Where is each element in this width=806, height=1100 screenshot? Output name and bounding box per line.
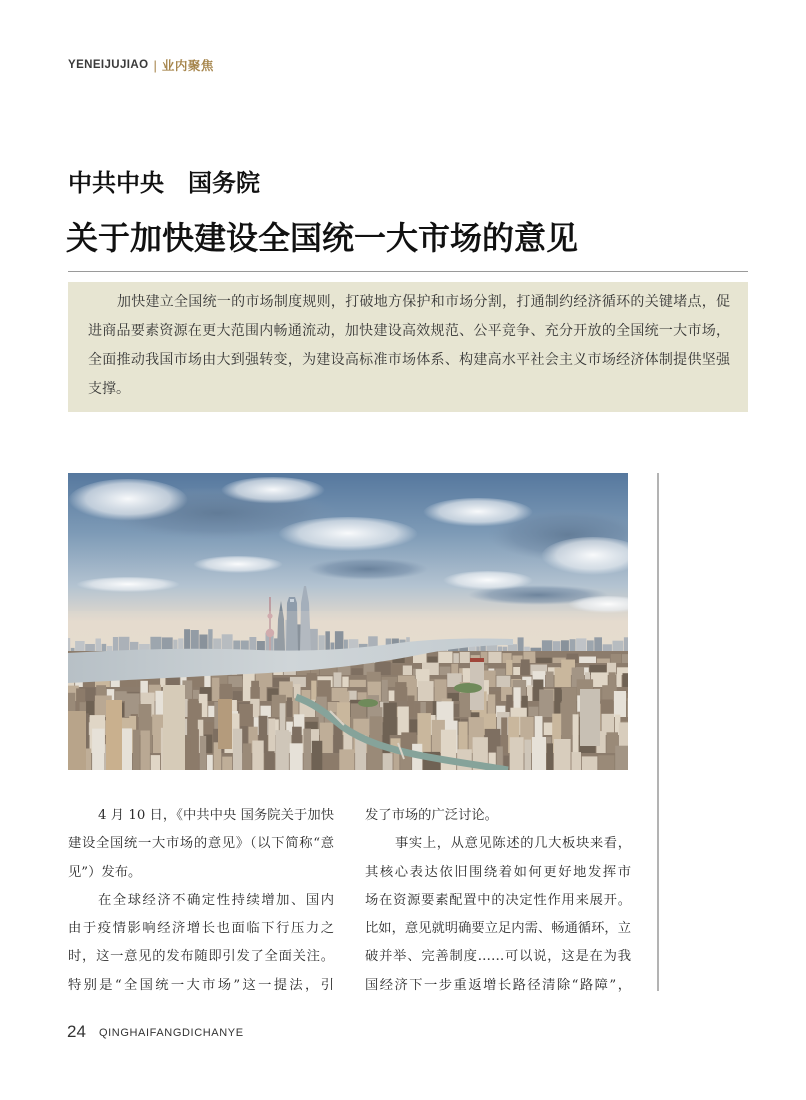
magazine-name: QINGHAIFANGDICHANYE: [99, 1027, 244, 1039]
building-shape: [383, 753, 393, 770]
building-shape: [488, 652, 501, 663]
haze: [68, 611, 628, 655]
building-shape: [418, 681, 434, 701]
foreground-tower: [218, 699, 232, 749]
summary-line: 支撑。: [88, 381, 130, 397]
building-shape: [392, 665, 403, 675]
foreground-tower: [106, 700, 122, 770]
building-shape: [555, 668, 571, 687]
building-shape: [395, 682, 406, 701]
building-shape: [496, 676, 510, 687]
building-shape: [151, 755, 160, 770]
summary-line: 加快建立全国统一的市场制度规则，打破地方保护和市场分割，打通制约经济循环的关键堵点，促: [117, 294, 730, 310]
building-shape: [400, 755, 411, 770]
building-shape: [133, 730, 140, 770]
building-shape: [458, 722, 467, 753]
building-shape: [582, 756, 598, 770]
body-column-left: [68, 802, 334, 1000]
park: [358, 699, 378, 707]
building-shape: [529, 707, 539, 717]
building-shape: [200, 736, 206, 770]
building-shape: [453, 653, 459, 663]
body-line: 破并举、完善制度……可以说，这是在为我: [365, 949, 631, 965]
foreground-tower: [68, 711, 86, 770]
building-shape: [382, 680, 388, 701]
foreground-tower: [580, 689, 600, 746]
building-shape: [547, 743, 553, 770]
city-skyline-photo: [68, 473, 628, 770]
building-shape: [521, 659, 530, 675]
building-shape: [622, 654, 628, 663]
building-shape: [536, 658, 552, 663]
building-shape: [311, 681, 316, 701]
building-shape: [222, 757, 232, 770]
body-column-right: [365, 802, 631, 1000]
building-shape: [260, 706, 271, 717]
park: [454, 683, 482, 693]
swfc-tower-opening: [290, 599, 294, 602]
building-shape: [141, 731, 150, 771]
cloud: [308, 558, 428, 580]
building-shape: [350, 680, 366, 687]
body-line: 见”）发布。: [68, 864, 142, 880]
body-line: 比如，意见就明确要立足内需、畅通循环，立: [365, 921, 631, 937]
building-shape: [243, 743, 252, 770]
building-shape: [323, 756, 338, 770]
building-shape: [460, 693, 471, 717]
body-line: 由于疫情影响经济增长也面临下行压力之: [68, 921, 334, 937]
building-shape: [614, 691, 626, 717]
building-shape: [252, 741, 263, 771]
building-shape: [260, 681, 267, 701]
cloud: [423, 498, 533, 528]
building-shape: [524, 740, 531, 770]
building-shape: [616, 674, 621, 687]
building-shape: [554, 688, 561, 717]
building-shape: [532, 737, 546, 770]
building-shape: [591, 672, 608, 687]
page-number: 24: [67, 1022, 86, 1041]
building-shape: [339, 749, 354, 770]
building-shape: [265, 751, 275, 770]
building-shape: [403, 666, 412, 676]
body-line: 4 月 10 日，《中共中央 国务院关于加快: [98, 808, 334, 823]
building-shape: [207, 755, 213, 770]
cloud: [221, 477, 325, 505]
cloud: [443, 571, 533, 591]
building-shape: [554, 739, 571, 770]
building-shape: [398, 707, 409, 736]
header-divider: |: [153, 57, 157, 73]
summary-box: [68, 282, 748, 412]
building-shape: [233, 729, 242, 770]
building-shape: [220, 684, 232, 701]
building-shape: [125, 693, 140, 717]
building-shape: [191, 729, 199, 770]
body-line: 时，这一意见的发布随即引发了全面关注。: [68, 949, 334, 965]
building-shape: [623, 673, 629, 687]
building-shape: [571, 752, 581, 770]
cloud: [278, 517, 418, 553]
body-line: 国经济下一步重返增长路径清除“路障”，: [365, 977, 631, 993]
section-header: [68, 57, 214, 73]
building-shape: [275, 730, 289, 770]
body-line: 场在资源要素配置中的决定性作用来展开。: [365, 892, 631, 908]
building-shape: [268, 719, 275, 754]
body-line: 发了市场的广泛讨论。: [365, 808, 498, 823]
foreground-tower: [163, 685, 185, 770]
building-shape: [506, 660, 512, 675]
building-shape: [203, 722, 214, 735]
building-shape: [615, 746, 628, 770]
body-line: 事实上，从意见陈述的几大板块来看，: [395, 836, 631, 852]
section-name-en: YENEIJUJIAO: [68, 59, 149, 71]
building-shape: [304, 729, 312, 770]
building-shape: [212, 678, 219, 701]
building-shape: [427, 657, 437, 664]
building-shape: [579, 657, 596, 664]
building-shape: [290, 743, 303, 770]
article-title: 关于加快建设全国统一大市场的意见: [66, 219, 579, 257]
building-shape: [351, 668, 363, 675]
body-line: 特别是“全国统一大市场”这一提法，引: [68, 977, 334, 993]
building-shape: [92, 729, 105, 770]
building-shape: [495, 669, 505, 676]
cloud: [76, 577, 180, 593]
building-shape: [573, 714, 579, 753]
building-shape: [334, 672, 342, 687]
summary-line: 全面推动我国市场由大到强转变，为建设高标准市场体系、构建高水平社会主义市场经济体制提供坚强: [88, 352, 730, 368]
building-shape: [287, 697, 292, 717]
building-shape: [598, 755, 614, 770]
summary-line: 进商品要素资源在更大范围内畅通流动，加快建设高效规范、公平竞争、充分开放的全国统一大市场，: [88, 323, 730, 339]
building-shape: [115, 691, 127, 701]
building-shape: [251, 681, 259, 701]
body-line: 其核心表达依旧围绕着如何更好地发挥市: [365, 864, 631, 880]
body-line: 在全球经济不确定性持续增加、国内: [98, 892, 334, 908]
building-shape: [597, 659, 610, 664]
cloud: [68, 479, 188, 523]
building-shape: [510, 737, 524, 770]
building-shape: [233, 691, 242, 701]
building-shape: [460, 652, 470, 663]
body-line: 建设全国统一大市场的意见》（以下简称“意: [68, 836, 334, 852]
building-shape: [546, 672, 554, 688]
building-shape: [342, 677, 348, 687]
building-shape: [438, 652, 452, 664]
building-shape: [312, 741, 323, 770]
building-shape: [627, 698, 628, 717]
building-shape: [243, 679, 251, 701]
cloud: [193, 556, 283, 574]
building-shape: [389, 691, 395, 702]
building-shape: [611, 654, 621, 663]
section-name-cn: 业内聚焦: [161, 58, 214, 73]
foreground-tower-top: [470, 658, 484, 662]
building-shape: [609, 672, 616, 687]
issuer-title: 中共中央 国务院: [68, 169, 260, 197]
building-shape: [406, 659, 413, 663]
title-rule: [68, 271, 748, 272]
building-shape: [435, 680, 447, 702]
building-shape: [539, 689, 553, 717]
building-shape: [513, 667, 520, 675]
column-divider: [657, 473, 659, 991]
